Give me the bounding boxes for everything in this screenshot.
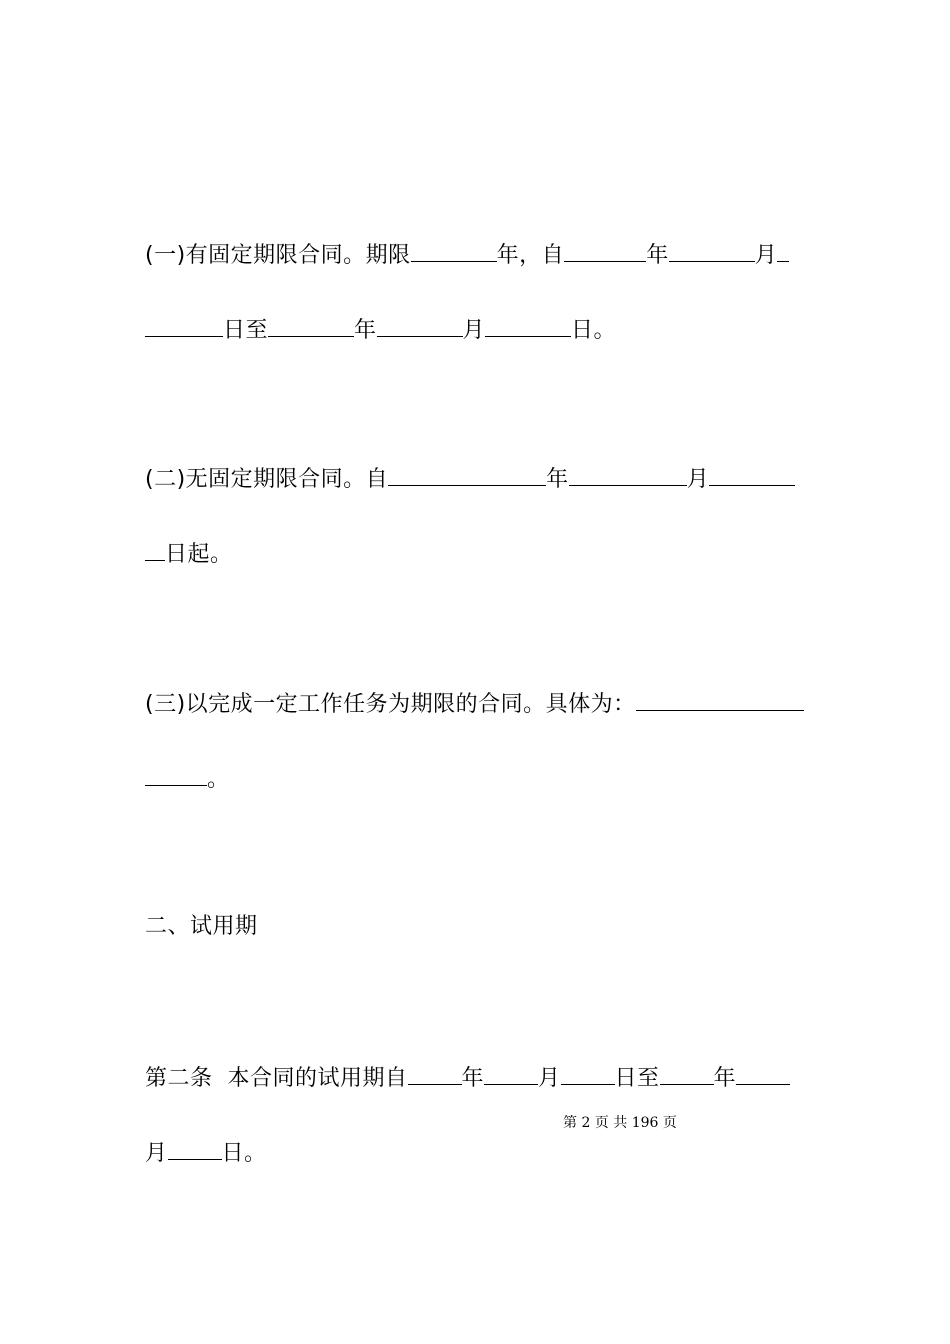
item1-text-h: 日。 — [571, 318, 617, 343]
start-year-blank — [564, 239, 646, 262]
start-day-blank-b — [145, 314, 223, 337]
page-number: 第 2 页 共 196 页 — [563, 1115, 677, 1131]
probation-end-day-blank — [168, 1137, 222, 1160]
task-blank-a — [636, 688, 804, 711]
item3-text-b: 。 — [207, 767, 230, 792]
open-day-blank-b — [145, 538, 165, 561]
open-month-blank — [569, 463, 687, 486]
item1-text-e: 日至 — [223, 318, 269, 343]
item1-text-b: 年，自 — [496, 243, 565, 268]
end-year-blank — [268, 314, 354, 337]
probation-start-day-blank — [561, 1062, 615, 1085]
open-year-blank — [388, 463, 546, 486]
item1-text-a: (一)有固定期限合同。期限 — [145, 243, 411, 268]
heading-text: 二、试用期 — [145, 914, 258, 939]
end-day-blank — [485, 314, 571, 337]
start-day-blank-a — [777, 239, 789, 262]
item3-text-a: (三)以完成一定工作任务为期限的合同。具体为： — [145, 692, 636, 717]
article2-text-a: 第二条 本合同的试用期自 — [145, 1066, 408, 1091]
article2-text-f: 月 — [145, 1141, 168, 1166]
item3-line2 — [145, 733, 230, 795]
item1-text-d: 月 — [754, 243, 778, 268]
item2-text-d: 日起。 — [165, 542, 233, 567]
item1-line2 — [145, 284, 616, 346]
item1-line1 — [145, 209, 789, 271]
term-blank — [411, 239, 497, 262]
item1-text-c: 年 — [646, 243, 669, 268]
item2-text-b: 年 — [546, 467, 569, 492]
item3-line1 — [145, 658, 804, 720]
item2-line1 — [145, 433, 795, 495]
probation-start-year-blank — [408, 1062, 462, 1085]
probation-start-month-blank — [484, 1062, 538, 1085]
article2-line2 — [145, 1107, 267, 1169]
start-month-blank — [669, 239, 755, 262]
article2-text-e: 年 — [713, 1066, 737, 1091]
article2-text-b: 年 — [461, 1066, 485, 1091]
open-day-blank-a — [709, 463, 795, 486]
article2-line1 — [145, 1032, 790, 1094]
item2-text-c: 月 — [686, 467, 710, 492]
article2-text-g: 日。 — [221, 1141, 267, 1166]
item2-line2 — [145, 508, 233, 570]
probation-end-year-blank — [660, 1062, 714, 1085]
probation-end-month-blank-a — [736, 1062, 790, 1085]
end-month-blank — [377, 314, 463, 337]
task-blank-b — [145, 763, 207, 786]
section-heading-probation — [145, 882, 258, 942]
article2-text-c: 月 — [538, 1066, 561, 1091]
article2-text-d: 日至 — [614, 1066, 660, 1091]
item1-text-g: 月 — [462, 318, 486, 343]
item2-text-a: (二)无固定期限合同。自 — [145, 467, 389, 492]
item1-text-f: 年 — [354, 318, 377, 343]
